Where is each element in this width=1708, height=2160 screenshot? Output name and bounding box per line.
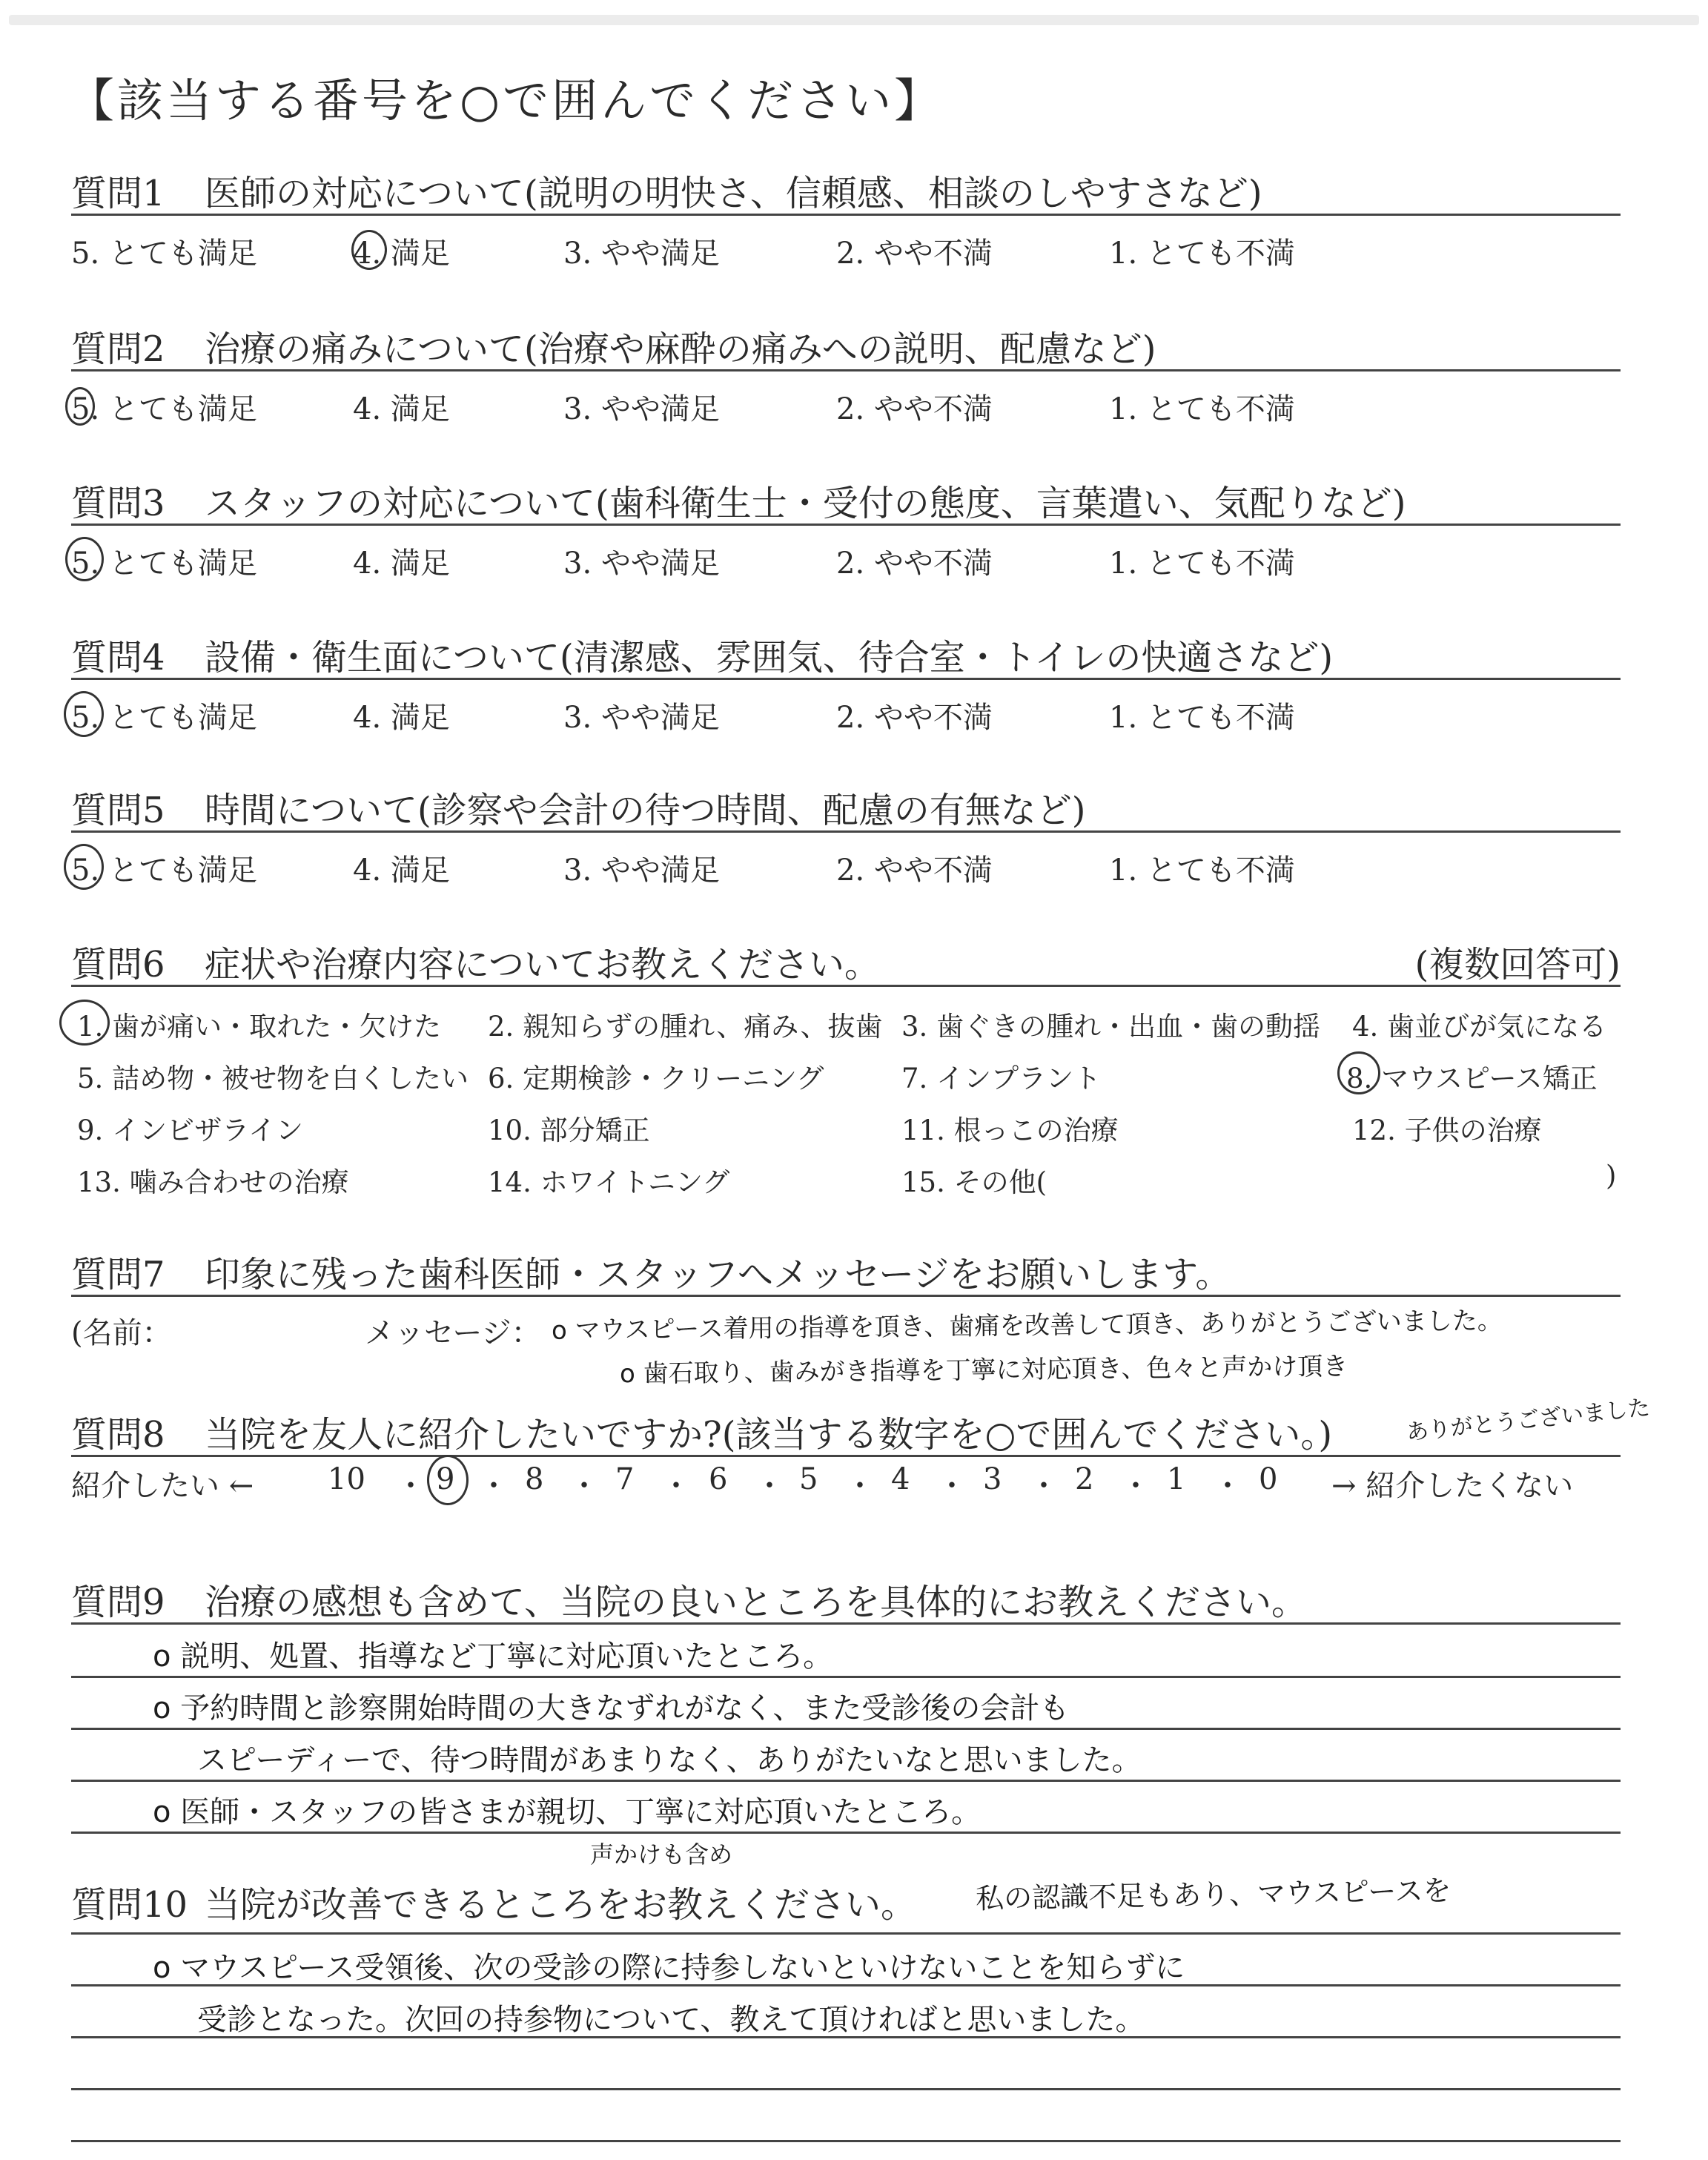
question-rule [71, 524, 1621, 526]
scale-dot: ・ [661, 1469, 691, 1503]
question-rule [71, 1295, 1621, 1297]
option-3[interactable]: 3. やや満足 [563, 392, 720, 426]
question-number: 質問2 [71, 328, 165, 370]
scale-9[interactable]: 9 [436, 1462, 455, 1496]
option-2[interactable]: 2. 親知らずの腫れ、痛み、抜歯 [488, 1011, 883, 1043]
option-5[interactable]: 5. とても満足 [71, 237, 257, 271]
question-number: 質問5 [71, 790, 165, 831]
answer-line [71, 1780, 1621, 1782]
option-8[interactable]: 8. マウスピース矯正 [1346, 1063, 1598, 1094]
question-title [71, 1876, 916, 1927]
question-title [71, 629, 1333, 680]
question-rule [71, 1455, 1621, 1457]
handwritten-answer: 私の認識不足もあり、マウスピースを [975, 1874, 1452, 1915]
question-title [71, 475, 1406, 526]
scale-1[interactable]: 1 [1167, 1462, 1186, 1496]
option-14[interactable]: 14. ホワイトニング [488, 1166, 730, 1198]
option-5[interactable]: 5. とても満足 [71, 853, 257, 888]
answer-line [71, 2140, 1621, 2142]
answer-line [71, 1728, 1621, 1730]
handwritten-answer: o 医師・スタッフの皆さまが親切、丁寧に対応頂いたところ。 [153, 1795, 982, 1829]
question-rule [71, 369, 1621, 371]
selection-circle [427, 1455, 469, 1505]
question-text: 設備・衛生面について(清潔感、雰囲気、待合室・トイレの快適さなど) [205, 637, 1334, 678]
question-number: 質問6 [71, 944, 165, 985]
option-5[interactable]: 5. とても満足 [71, 701, 257, 735]
option-11[interactable]: 11. 根っこの治療 [901, 1114, 1119, 1146]
page-title: 【該当する番号を○で囲んでください】 [68, 73, 944, 128]
option-1[interactable]: 1. 歯が痛い・取れた・欠けた [77, 1011, 442, 1043]
question-title [71, 782, 1086, 833]
option-13[interactable]: 13. 噛み合わせの治療 [77, 1166, 349, 1198]
option-3[interactable]: 3. やや満足 [563, 237, 720, 271]
handwritten-message: o 歯石取り、歯みがき指導を丁寧に対応頂き、色々と声かけ頂き [619, 1351, 1348, 1390]
scan-top-edge [9, 15, 1699, 25]
answer-line [71, 1676, 1621, 1678]
handwritten-message: ありがとうございました [1405, 1394, 1652, 1447]
option-1[interactable]: 1. とても不満 [1109, 853, 1295, 888]
question-rule [71, 214, 1621, 216]
question-number: 質問9 [71, 1582, 165, 1623]
question-text: 医師の対応について(説明の明快さ、信頼感、相談のしやすさなど) [205, 173, 1262, 214]
handwritten-answer: スピーディーで、待つ時間があまりなく、ありがたいなと思いました。 [197, 1743, 1142, 1777]
option-4[interactable]: 4. 満足 [353, 392, 450, 426]
answer-line [71, 2036, 1621, 2038]
question-text: 当院が改善できるところをお教えください。 [205, 1884, 917, 1926]
option-15[interactable]: 15. その他( [901, 1166, 1047, 1198]
scale-dot: ・ [569, 1469, 599, 1503]
scale-10[interactable]: 10 [328, 1462, 365, 1496]
question-text: 時間について(診察や会計の待つ時間、配慮の有無など) [205, 790, 1086, 831]
selection-circle [64, 844, 104, 890]
scale-right-label: → 紹介したくない [1331, 1469, 1574, 1503]
handwritten-answer: 受診となった。次回の持参物について、教えて頂ければと思いました。 [197, 2003, 1145, 2037]
option-12[interactable]: 12. 子供の治療 [1352, 1114, 1542, 1146]
scale-7[interactable]: 7 [615, 1462, 635, 1496]
multiple-answers-note: (複数回答可) [1414, 944, 1621, 985]
selection-circle [65, 537, 104, 581]
scale-3[interactable]: 3 [983, 1462, 1002, 1496]
option-3[interactable]: 3. やや満足 [563, 853, 720, 888]
handwritten-insertion: 声かけも含め [590, 1840, 733, 1869]
option-3[interactable]: 3. やや満足 [563, 701, 720, 735]
scale-dot: ・ [1121, 1469, 1151, 1503]
answer-line [71, 2088, 1621, 2090]
option-6[interactable]: 6. 定期検診・クリーニング [488, 1063, 824, 1094]
scale-dot: ・ [845, 1469, 875, 1503]
selection-circle [351, 230, 387, 270]
option-4[interactable]: 4. 満足 [353, 853, 450, 888]
scale-4[interactable]: 4 [891, 1462, 910, 1496]
answer-line [71, 1984, 1621, 1986]
question-text: 当院を友人に紹介したいですか?(該当する数字を○で囲んでください。) [205, 1414, 1333, 1456]
scale-2[interactable]: 2 [1075, 1462, 1094, 1496]
scale-0[interactable]: 0 [1259, 1462, 1278, 1496]
question-number: 質問4 [71, 637, 165, 678]
name-label: (名前： [71, 1316, 172, 1350]
option-3[interactable]: 3. やや満足 [563, 546, 720, 581]
option-2[interactable]: 2. やや不満 [836, 701, 993, 735]
question-title [71, 1573, 1307, 1625]
handwritten-answer: o マウスピース受領後、次の受診の際に持参しないといけないことを知らずに [153, 1951, 1185, 1985]
option-5[interactable]: 5. 詰め物・被せ物を白くしたい [77, 1063, 469, 1094]
question-number: 質問10 [71, 1884, 188, 1926]
option-3[interactable]: 3. 歯ぐきの腫れ・出血・歯の動揺 [901, 1011, 1321, 1043]
message-label: メッセージ： [365, 1316, 541, 1350]
question-number: 質問8 [71, 1414, 165, 1456]
question-text: 印象に残った歯科医師・スタッフへメッセージをお願いします。 [205, 1254, 1231, 1295]
question-rule [71, 830, 1621, 833]
scale-dot: ・ [396, 1469, 426, 1503]
option-4[interactable]: 4. 歯並びが気になる [1352, 1011, 1607, 1043]
scale-dot: ・ [755, 1469, 784, 1503]
handwritten-answer: o 説明、処置、指導など丁寧に対応頂いたところ。 [153, 1639, 833, 1674]
selection-circle [1337, 1051, 1380, 1094]
question-number: 質問7 [71, 1254, 165, 1295]
question-number: 質問3 [71, 483, 165, 524]
scale-dot: ・ [1029, 1469, 1059, 1503]
option-2[interactable]: 2. やや不満 [836, 853, 993, 888]
question-title [71, 320, 1156, 371]
question-rule [71, 1932, 1621, 1935]
scale-left-label: 紹介したい ← [71, 1469, 254, 1503]
option-1[interactable]: 1. とても不満 [1109, 546, 1295, 581]
scale-dot: ・ [1213, 1469, 1242, 1503]
option-7[interactable]: 7. インプラント [901, 1063, 1102, 1094]
option-5[interactable]: 5. とても満足 [71, 392, 257, 426]
answer-line [71, 1832, 1621, 1834]
question-title [71, 165, 1262, 216]
option-4[interactable]: 4. 満足 [353, 546, 450, 581]
option-1[interactable]: 1. とても不満 [1109, 392, 1295, 426]
question-rule [71, 985, 1621, 987]
question-text: スタッフの対応について(歯科衛生士・受付の態度、言葉遣い、気配りなど) [205, 483, 1406, 524]
question-text: 治療の感想も含めて、当院の良いところを具体的にお教えください。 [205, 1582, 1308, 1623]
option-1[interactable]: 1. とても不満 [1109, 237, 1295, 271]
question-number: 質問1 [71, 173, 165, 214]
option-4[interactable]: 4. 満足 [353, 701, 450, 735]
scale-6[interactable]: 6 [709, 1462, 728, 1496]
option-9[interactable]: 9. インビザライン [77, 1114, 303, 1146]
option-2[interactable]: 2. やや不満 [836, 546, 993, 581]
option-4[interactable]: 4. 満足 [353, 237, 450, 271]
scale-dot: ・ [479, 1469, 509, 1503]
question-title [71, 936, 880, 987]
selection-circle [59, 1000, 110, 1046]
question-title [71, 1406, 1332, 1457]
question-text: 症状や治療内容についてお教えください。 [205, 944, 881, 985]
question-title [71, 1246, 1231, 1297]
option-1[interactable]: 1. とても不満 [1109, 701, 1295, 735]
option-10[interactable]: 10. 部分矯正 [488, 1114, 650, 1146]
selection-circle [64, 691, 104, 737]
handwritten-message: o マウスピース着用の指導を頂き、歯痛を改善して頂き、ありがとうございました。 [551, 1306, 1503, 1346]
scale-5[interactable]: 5 [799, 1462, 818, 1496]
selection-circle [65, 387, 95, 426]
option-2[interactable]: 2. やや不満 [836, 237, 993, 271]
scale-8[interactable]: 8 [525, 1462, 544, 1496]
other-close-paren: ) [1606, 1160, 1617, 1192]
question-rule [71, 1622, 1621, 1625]
question-text: 治療の痛みについて(治療や麻酔の痛みへの説明、配慮など) [205, 328, 1156, 370]
option-2[interactable]: 2. やや不満 [836, 392, 993, 426]
handwritten-answer: o 予約時間と診察開始時間の大きなずれがなく、また受診後の会計も [153, 1691, 1070, 1725]
question-rule [71, 678, 1621, 680]
option-5[interactable]: 5. とても満足 [71, 546, 257, 581]
scale-dot: ・ [937, 1469, 967, 1503]
